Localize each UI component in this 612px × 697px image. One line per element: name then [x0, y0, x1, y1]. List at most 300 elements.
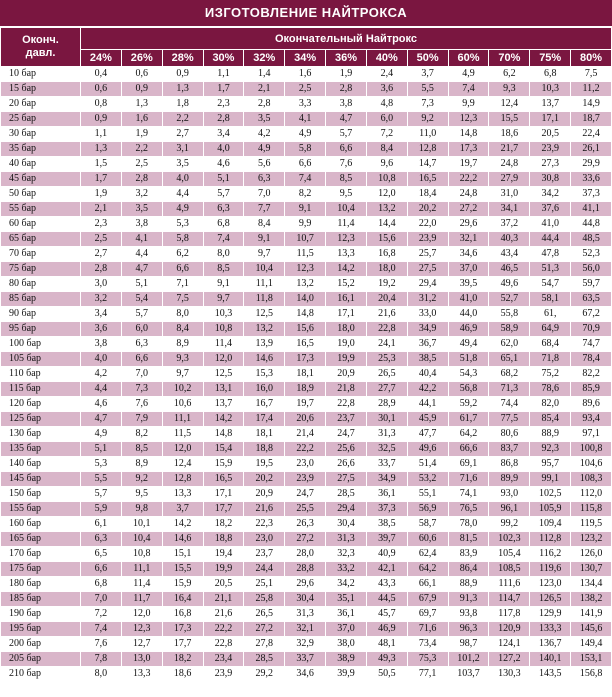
- table-cell: 12,8: [162, 472, 203, 487]
- table-cell: 8,0: [162, 307, 203, 322]
- row-pressure-label: 145 бар: [1, 472, 81, 487]
- table-row: [1, 502, 612, 517]
- table-cell: 31,0: [489, 187, 530, 202]
- table-cell: 9,2: [121, 472, 162, 487]
- table-row: [1, 202, 612, 217]
- table-cell: 8,0: [203, 247, 244, 262]
- table-cell: 7,4: [81, 622, 122, 637]
- table-cell: 10,4: [326, 202, 367, 217]
- table-cell: 15,6: [366, 232, 407, 247]
- table-cell: 105,4: [489, 547, 530, 562]
- table-cell: 129,9: [530, 607, 571, 622]
- row-pressure-label: 25 бар: [1, 112, 81, 127]
- table-cell: 138,2: [571, 592, 612, 607]
- table-cell: 64,9: [530, 322, 571, 337]
- table-cell: 4,0: [203, 142, 244, 157]
- table-cell: 16,5: [285, 337, 326, 352]
- table-cell: 9,9: [448, 97, 489, 112]
- table-cell: 9,3: [162, 352, 203, 367]
- table-cell: 66,6: [448, 442, 489, 457]
- table-cell: 19,4: [203, 547, 244, 562]
- table-cell: 29,6: [285, 577, 326, 592]
- table-cell: 61,7: [448, 412, 489, 427]
- table-cell: 44,4: [530, 232, 571, 247]
- table-cell: 68,2: [489, 367, 530, 382]
- table-cell: 22,0: [407, 217, 448, 232]
- table-cell: 7,6: [81, 637, 122, 652]
- table-cell: 40,3: [489, 232, 530, 247]
- row-pressure-label: 45 бар: [1, 172, 81, 187]
- table-cell: 112,8: [530, 532, 571, 547]
- table-cell: 44,0: [448, 307, 489, 322]
- table-cell: 1,1: [81, 127, 122, 142]
- row-pressure-label: 15 бар: [1, 82, 81, 97]
- table-row: [1, 532, 612, 547]
- table-row: [1, 517, 612, 532]
- table-cell: 10,8: [366, 172, 407, 187]
- table-cell: 17,7: [203, 502, 244, 517]
- table-cell: 67,2: [571, 307, 612, 322]
- table-cell: 21,6: [366, 307, 407, 322]
- table-cell: 2,8: [203, 112, 244, 127]
- corner-line1: Оконч.: [22, 34, 59, 46]
- column-header-percent: 36%: [326, 50, 367, 67]
- table-cell: 48,5: [571, 232, 612, 247]
- table-cell: 17,3: [448, 142, 489, 157]
- table-cell: 3,5: [162, 157, 203, 172]
- table-cell: 22,2: [203, 622, 244, 637]
- table-cell: 26,5: [244, 607, 285, 622]
- table-row: [1, 637, 612, 652]
- table-cell: 12,3: [448, 112, 489, 127]
- table-cell: 31,3: [366, 427, 407, 442]
- table-cell: 10,1: [121, 517, 162, 532]
- table-cell: 15,9: [203, 457, 244, 472]
- table-cell: 1,6: [285, 67, 326, 82]
- row-pressure-label: 110 бар: [1, 367, 81, 382]
- table-cell: 6,6: [162, 262, 203, 277]
- table-cell: 3,8: [81, 337, 122, 352]
- table-cell: 3,6: [81, 322, 122, 337]
- table-cell: 78,6: [530, 382, 571, 397]
- table-cell: 27,2: [285, 532, 326, 547]
- column-header-percent: 24%: [81, 50, 122, 67]
- table-cell: 111,6: [489, 577, 530, 592]
- table-cell: 74,4: [489, 397, 530, 412]
- column-header-percent: 50%: [407, 50, 448, 67]
- row-pressure-label: 90 бар: [1, 307, 81, 322]
- table-cell: 49,6: [407, 442, 448, 457]
- table-cell: 15,2: [326, 277, 367, 292]
- table-cell: 8,2: [121, 427, 162, 442]
- table-cell: 7,9: [121, 412, 162, 427]
- table-cell: 27,5: [326, 472, 367, 487]
- row-pressure-label: 95 бар: [1, 322, 81, 337]
- table-cell: 103,7: [448, 667, 489, 682]
- table-cell: 6,8: [203, 217, 244, 232]
- table-cell: 3,8: [121, 217, 162, 232]
- table-cell: 4,9: [285, 127, 326, 142]
- table-cell: 10,8: [203, 322, 244, 337]
- table-cell: 4,8: [366, 97, 407, 112]
- table-row: [1, 307, 612, 322]
- table-cell: 18,2: [203, 517, 244, 532]
- row-pressure-label: 125 бар: [1, 412, 81, 427]
- table-cell: 46,9: [448, 322, 489, 337]
- table-cell: 13,2: [366, 202, 407, 217]
- table-cell: 36,1: [366, 487, 407, 502]
- table-cell: 25,5: [285, 502, 326, 517]
- table-cell: 51,8: [448, 352, 489, 367]
- table-cell: 96,1: [489, 502, 530, 517]
- table-cell: 93,8: [448, 607, 489, 622]
- table-cell: 13,3: [162, 487, 203, 502]
- column-header-percent: 34%: [285, 50, 326, 67]
- table-cell: 5,7: [203, 187, 244, 202]
- table-cell: 8,9: [121, 457, 162, 472]
- table-cell: 6,5: [81, 547, 122, 562]
- table-row: [1, 472, 612, 487]
- row-pressure-label: 205 бар: [1, 652, 81, 667]
- table-cell: 13,2: [244, 322, 285, 337]
- table-cell: 133,3: [530, 622, 571, 637]
- table-cell: 4,7: [121, 262, 162, 277]
- table-cell: 49,4: [448, 337, 489, 352]
- table-cell: 38,5: [407, 352, 448, 367]
- table-cell: 3,1: [162, 142, 203, 157]
- table-cell: 71,8: [530, 352, 571, 367]
- row-pressure-label: 105 бар: [1, 352, 81, 367]
- table-row: [1, 487, 612, 502]
- table-cell: 35,1: [326, 592, 367, 607]
- table-cell: 29,2: [244, 667, 285, 682]
- table-cell: 8,2: [285, 187, 326, 202]
- table-cell: 12,0: [162, 442, 203, 457]
- table-cell: 61,: [530, 307, 571, 322]
- table-cell: 9,1: [285, 202, 326, 217]
- table-cell: 126,5: [530, 592, 571, 607]
- table-cell: 4,4: [121, 247, 162, 262]
- table-cell: 11,1: [121, 562, 162, 577]
- table-cell: 6,3: [121, 337, 162, 352]
- table-row: [1, 232, 612, 247]
- table-cell: 24,4: [244, 562, 285, 577]
- row-pressure-label: 165 бар: [1, 532, 81, 547]
- table-cell: 1,3: [121, 97, 162, 112]
- table-row: [1, 427, 612, 442]
- table-cell: 17,3: [285, 352, 326, 367]
- table-cell: 19,9: [203, 562, 244, 577]
- table-cell: 7,0: [81, 592, 122, 607]
- table-cell: 8,0: [81, 667, 122, 682]
- table-cell: 114,7: [489, 592, 530, 607]
- table-cell: 7,6: [326, 157, 367, 172]
- table-cell: 1,6: [121, 112, 162, 127]
- table-cell: 11,0: [407, 127, 448, 142]
- table-cell: 5,9: [81, 502, 122, 517]
- table-cell: 10,8: [121, 547, 162, 562]
- table-cell: 26,3: [285, 517, 326, 532]
- table-cell: 112,0: [571, 487, 612, 502]
- table-row: [1, 82, 612, 97]
- row-pressure-label: 35 бар: [1, 142, 81, 157]
- table-cell: 19,2: [366, 277, 407, 292]
- column-header-percent: 28%: [162, 50, 203, 67]
- table-cell: 29,4: [407, 277, 448, 292]
- table-row: [1, 112, 612, 127]
- table-cell: 24,7: [326, 427, 367, 442]
- table-cell: 18,6: [162, 667, 203, 682]
- table-cell: 20,4: [366, 292, 407, 307]
- table-cell: 7,5: [162, 292, 203, 307]
- table-row: [1, 457, 612, 472]
- table-cell: 20,2: [244, 472, 285, 487]
- table-cell: 43,4: [489, 247, 530, 262]
- table-cell: 15,6: [285, 322, 326, 337]
- table-cell: 9,7: [203, 292, 244, 307]
- table-cell: 23,7: [326, 412, 367, 427]
- table-cell: 4,7: [81, 412, 122, 427]
- row-pressure-label: 140 бар: [1, 457, 81, 472]
- row-pressure-label: 195 бар: [1, 622, 81, 637]
- table-cell: 23,9: [285, 472, 326, 487]
- row-pressure-label: 130 бар: [1, 427, 81, 442]
- table-cell: 99,1: [530, 472, 571, 487]
- row-pressure-label: 200 бар: [1, 637, 81, 652]
- table-cell: 2,3: [203, 97, 244, 112]
- table-row: [1, 577, 612, 592]
- table-row: [1, 652, 612, 667]
- table-cell: 100,8: [571, 442, 612, 457]
- table-cell: 3,4: [81, 307, 122, 322]
- table-cell: 28,8: [285, 562, 326, 577]
- table-cell: 12,8: [407, 142, 448, 157]
- table-cell: 127,2: [489, 652, 530, 667]
- column-header-percent: 26%: [121, 50, 162, 67]
- table-cell: 98,7: [448, 637, 489, 652]
- table-cell: 20,6: [285, 412, 326, 427]
- table-cell: 21,6: [244, 502, 285, 517]
- table-cell: 85,4: [530, 412, 571, 427]
- table-cell: 1,5: [81, 157, 122, 172]
- table-cell: 16,4: [162, 592, 203, 607]
- row-pressure-label: 65 бар: [1, 232, 81, 247]
- table-cell: 86,4: [448, 562, 489, 577]
- table-cell: 2,8: [244, 97, 285, 112]
- table-cell: 7,4: [203, 232, 244, 247]
- table-cell: 4,1: [121, 232, 162, 247]
- table-cell: 22,2: [448, 172, 489, 187]
- table-cell: 3,7: [407, 67, 448, 82]
- table-cell: 140,1: [530, 652, 571, 667]
- table-cell: 109,4: [530, 517, 571, 532]
- table-cell: 15,3: [244, 367, 285, 382]
- table-row: [1, 292, 612, 307]
- table-cell: 20,5: [530, 127, 571, 142]
- table-cell: 27,7: [366, 382, 407, 397]
- table-cell: 45,7: [366, 607, 407, 622]
- table-cell: 32,1: [448, 232, 489, 247]
- table-row: [1, 412, 612, 427]
- table-cell: 4,2: [244, 127, 285, 142]
- row-pressure-label: 155 бар: [1, 502, 81, 517]
- table-cell: 12,4: [489, 97, 530, 112]
- table-cell: 62,4: [407, 547, 448, 562]
- table-row: [1, 247, 612, 262]
- table-cell: 18,0: [326, 322, 367, 337]
- table-cell: 86,8: [489, 457, 530, 472]
- table-cell: 56,8: [448, 382, 489, 397]
- table-cell: 69,1: [448, 457, 489, 472]
- table-cell: 12,3: [285, 262, 326, 277]
- table-cell: 82,0: [530, 397, 571, 412]
- table-cell: 10,3: [203, 307, 244, 322]
- table-cell: 34,9: [366, 472, 407, 487]
- table-cell: 33,0: [407, 307, 448, 322]
- table-cell: 50,5: [366, 667, 407, 682]
- table-cell: 17,7: [162, 637, 203, 652]
- table-cell: 27,3: [530, 157, 571, 172]
- table-cell: 9,6: [366, 157, 407, 172]
- table-cell: 21,1: [203, 592, 244, 607]
- table-cell: 20,5: [203, 577, 244, 592]
- table-cell: 1,1: [203, 67, 244, 82]
- table-cell: 77,5: [489, 412, 530, 427]
- table-cell: 26,5: [366, 367, 407, 382]
- table-cell: 1,9: [81, 187, 122, 202]
- table-title: ИЗГОТОВЛЕНИЕ НАЙТРОКСА: [0, 0, 612, 26]
- table-cell: 130,7: [571, 562, 612, 577]
- table-cell: 6,0: [366, 112, 407, 127]
- table-cell: 5,7: [121, 307, 162, 322]
- table-cell: 119,6: [530, 562, 571, 577]
- table-cell: 4,4: [81, 382, 122, 397]
- row-pressure-label: 160 бар: [1, 517, 81, 532]
- table-cell: 34,2: [326, 577, 367, 592]
- table-cell: 23,4: [203, 652, 244, 667]
- table-cell: 68,4: [530, 337, 571, 352]
- table-cell: 49,3: [366, 652, 407, 667]
- table-row: [1, 142, 612, 157]
- table-cell: 156,8: [571, 667, 612, 682]
- row-pressure-label: 55 бар: [1, 202, 81, 217]
- table-cell: 12,3: [121, 622, 162, 637]
- row-pressure-label: 180 бар: [1, 577, 81, 592]
- table-cell: 24,8: [448, 187, 489, 202]
- table-cell: 4,7: [326, 112, 367, 127]
- table-cell: 27,8: [244, 637, 285, 652]
- table-cell: 32,5: [366, 442, 407, 457]
- table-cell: 41,1: [571, 202, 612, 217]
- table-cell: 6,6: [285, 157, 326, 172]
- table-cell: 34,1: [489, 202, 530, 217]
- table-cell: 31,3: [326, 532, 367, 547]
- table-cell: 8,4: [244, 217, 285, 232]
- table-cell: 123,2: [571, 532, 612, 547]
- row-pressure-label: 115 бар: [1, 382, 81, 397]
- table-cell: 7,5: [571, 67, 612, 82]
- table-cell: 21,7: [489, 142, 530, 157]
- table-cell: 37,6: [530, 202, 571, 217]
- table-cell: 15,9: [162, 577, 203, 592]
- table-cell: 22,2: [285, 442, 326, 457]
- table-cell: 70,9: [571, 322, 612, 337]
- table-cell: 47,7: [407, 427, 448, 442]
- table-row: [1, 172, 612, 187]
- table-cell: 66,1: [407, 577, 448, 592]
- table-cell: 96,3: [448, 622, 489, 637]
- table-cell: 3,5: [244, 112, 285, 127]
- table-cell: 27,9: [489, 172, 530, 187]
- table-cell: 3,5: [121, 202, 162, 217]
- table-cell: 17,1: [326, 307, 367, 322]
- table-cell: 85,9: [571, 382, 612, 397]
- table-cell: 6,8: [81, 577, 122, 592]
- table-cell: 9,1: [244, 232, 285, 247]
- table-cell: 16,0: [244, 382, 285, 397]
- table-cell: 11,7: [121, 592, 162, 607]
- table-cell: 71,6: [448, 472, 489, 487]
- table-row: [1, 67, 612, 82]
- table-cell: 44,5: [366, 592, 407, 607]
- table-cell: 43,3: [366, 577, 407, 592]
- table-cell: 34,9: [407, 322, 448, 337]
- row-pressure-label: 175 бар: [1, 562, 81, 577]
- table-cell: 17,1: [203, 487, 244, 502]
- table-cell: 16,1: [326, 292, 367, 307]
- table-cell: 117,8: [489, 607, 530, 622]
- row-pressure-label: 100 бар: [1, 337, 81, 352]
- table-cell: 7,4: [448, 82, 489, 97]
- table-cell: 38,9: [326, 652, 367, 667]
- table-cell: 5,3: [81, 457, 122, 472]
- table-cell: 11,4: [326, 217, 367, 232]
- table-row: [1, 442, 612, 457]
- table-cell: 18,4: [407, 187, 448, 202]
- table-cell: 0,4: [81, 67, 122, 82]
- table-cell: 22,3: [244, 517, 285, 532]
- table-cell: 4,9: [448, 67, 489, 82]
- table-cell: 99,2: [489, 517, 530, 532]
- table-cell: 6,8: [530, 67, 571, 82]
- table-cell: 143,5: [530, 667, 571, 682]
- table-cell: 25,7: [407, 247, 448, 262]
- table-cell: 74,7: [571, 337, 612, 352]
- table-cell: 15,4: [203, 442, 244, 457]
- table-cell: 7,1: [162, 277, 203, 292]
- table-cell: 0,9: [162, 67, 203, 82]
- table-cell: 77,1: [407, 667, 448, 682]
- table-cell: 14,9: [571, 97, 612, 112]
- table-cell: 88,9: [530, 427, 571, 442]
- table-cell: 14,4: [366, 217, 407, 232]
- table-cell: 11,1: [244, 277, 285, 292]
- table-cell: 9,1: [203, 277, 244, 292]
- table-cell: 5,6: [244, 157, 285, 172]
- table-cell: 11,5: [162, 427, 203, 442]
- row-pressure-label: 40 бар: [1, 157, 81, 172]
- table-row: [1, 622, 612, 637]
- table-cell: 21,4: [285, 427, 326, 442]
- column-header-percent: 70%: [489, 50, 530, 67]
- table-cell: 102,5: [530, 487, 571, 502]
- table-cell: 12,5: [203, 367, 244, 382]
- table-cell: 25,1: [244, 577, 285, 592]
- table-cell: 5,1: [81, 442, 122, 457]
- table-cell: 12,5: [244, 307, 285, 322]
- row-pressure-label: 85 бар: [1, 292, 81, 307]
- table-cell: 46,9: [366, 622, 407, 637]
